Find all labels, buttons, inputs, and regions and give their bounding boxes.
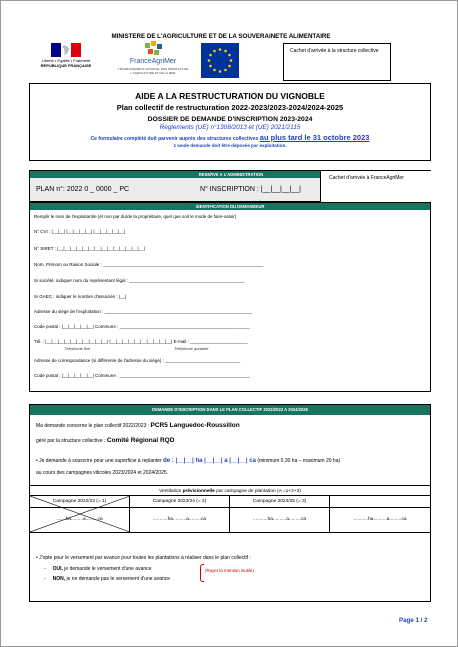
plan-collectif-line xyxy=(36,422,240,429)
eu-flag-icon xyxy=(201,43,239,78)
option-non-text: je ne demande pas le versement d'une avance xyxy=(66,576,171,582)
ventilation-header-bold: prévisionnelle xyxy=(182,489,215,494)
main-title: AIDE A LA RESTRUCTURATION DU VIGNOBLE xyxy=(135,91,325,101)
republique-francaise-logo xyxy=(33,43,99,81)
franceagrimer-leaf-icon xyxy=(145,41,163,57)
cachet-structure-box: Cachet d'arrivée à la structure collective xyxy=(283,43,391,81)
option-non-label: NON, xyxy=(52,576,66,582)
deadline-prefix: Ce formulaire complété doit parvenir auprès des structures collectives xyxy=(90,136,259,142)
nom-field[interactable]: Nom, Prénom ou Raison Sociale : ________________________________________________________________ xyxy=(34,262,264,267)
demande-band: DEMANDE D'INSCRIPTION DANS LE PLAN COLLECTIF 2022/2023 A 2024/2025 xyxy=(30,405,430,415)
demande-inscription-section xyxy=(29,404,431,602)
plan-collectif-value: PCR5 Languedoc-Roussillon xyxy=(150,422,240,429)
gaec-field[interactable]: Si GAEC : indiquer le nombre d'associés : |__| xyxy=(34,294,127,299)
cvi-field[interactable]: N° CVI : |__|__| |__|__|__|__| |__|__|__|__|__| xyxy=(34,229,126,234)
rf-motto: Liberté • Égalité • Fraternité xyxy=(41,58,91,63)
rf-name: RÉPUBLIQUE FRANÇAISE xyxy=(40,63,92,68)
representant-field[interactable]: Si société, indiquer nom du représentant légal : ______________________________________________ xyxy=(34,278,245,283)
identification-section xyxy=(29,202,431,392)
ventilation-col-3 xyxy=(230,496,330,533)
code-postal-commune-2-field[interactable]: Code postal : |__|__|__|__|__| Commune : ____________________________________________________ xyxy=(34,373,250,378)
superficie-prefix: • Je demande à souscrire pour une superficie à replanter xyxy=(36,458,162,464)
option-oui[interactable] xyxy=(44,566,151,572)
tel-fixe-label: Téléphone fixe xyxy=(64,346,91,351)
marianne-flag-icon xyxy=(51,43,81,57)
franceagrimer-name: FranceAgriMer xyxy=(129,58,177,65)
option-oui-label: OUI, xyxy=(52,566,63,572)
deadline-line xyxy=(30,133,430,142)
tel-portable-label: Téléphone portable xyxy=(174,346,209,351)
ventilation-col-1-header: Campagne 2022/23 (= 1) xyxy=(30,496,129,508)
title-block xyxy=(29,83,431,161)
dossier-title: DOSSIER DE DEMANDE D'INSCRIPTION 2023-2024 xyxy=(147,116,313,123)
exploitant-instruction: Remplir le nom de l'exploitant/e (et non par du/de la propriétaire, quel que soit le mode de faire-valoir) xyxy=(34,214,237,219)
page-number: Page 1 / 2 xyxy=(399,617,428,624)
reserve-band: RESERVE A L'ADMINISTRATION xyxy=(30,171,432,178)
ventilation-col-2-header: Campagne 2023/24 (= 2) xyxy=(130,496,229,508)
crossed-out-icon xyxy=(30,496,130,532)
ventilation-col-total-value[interactable]: ...........ha..........a.........ca xyxy=(353,517,407,522)
ventilation-col-2-value[interactable]: ...........ha..........a.........ca xyxy=(152,517,207,522)
adresse-siege-field[interactable]: Adresse du siège de l'exploitation : ___________________________________________________________ xyxy=(34,309,253,314)
rf-logo-text xyxy=(33,58,99,68)
ministry-name: MINISTERE DE L'AGRICULTURE ET DE LA SOUVERAINETE ALIMENTAIRE xyxy=(111,33,331,40)
single-request-note: 1 seule demande doit être déposée par exploitation. xyxy=(173,143,287,148)
cachet-franceagrimer-box: Cachet d'arrivée à FranceAgriMer xyxy=(320,171,432,203)
telephone-email-field[interactable]: Tél. : |__|__|__|__|__|__|__|__|__|__| |__|__|__|__|__|__|__|__|__|__| E-mail : _______________________ xyxy=(34,339,248,344)
superficie-limits: (minimum 0,30 ha – maximum 20 ha) xyxy=(257,458,341,464)
option-non[interactable] xyxy=(44,576,170,582)
deadline-date: au plus tard le 31 octobre 2023 xyxy=(259,133,370,142)
siret-field[interactable]: N° SIRET : |__|__|__|__|__|__|__|__|__|__|__|__|__|__| xyxy=(34,246,145,251)
plan-number[interactable]: PLAN n°: 2022 0 _ 0000 _ PC xyxy=(36,186,130,193)
superficie-fields[interactable]: de : |__|__| ha |__|__| a |__|__| ca xyxy=(163,458,256,464)
franceagrimer-logo xyxy=(117,41,189,81)
option-oui-text: je demande le versement d'une avance xyxy=(64,566,152,572)
code-postal-commune-field[interactable]: Code postal : |__|__|__|__|__| Commune : ____________________________________________________ xyxy=(34,324,250,329)
structure-prefix: géré par la structure collective : xyxy=(36,438,106,444)
ventilation-col-total-header xyxy=(330,496,430,508)
ventilation-header-suffix: par campagne de plantation (A =1+2+3) xyxy=(216,489,301,494)
franceagrimer-subtitle: L'ÉTABLISSEMENT NATIONAL DES PRODUITS DE L'AGRICULTURE ET DE LA MER xyxy=(117,67,189,75)
adresse-correspondance-field[interactable]: Adresse de correspondance (si différente de l'adresse du siège) : ______________________________ xyxy=(34,358,241,363)
ventilation-header-prefix: Ventilation xyxy=(159,489,182,494)
reglements: Règlements (UE) n°1308/2013 et (UE) 2021/2115 xyxy=(159,124,301,131)
ventilation-col-1-value[interactable]: .......ha.........a.........ca xyxy=(56,517,103,522)
plan-subtitle: Plan collectif de restructuration 2022-2023/2023-2024/2024-2025 xyxy=(116,103,344,112)
plan-collectif-prefix: Ma demande concerne le plan collectif 2022/2023 : xyxy=(36,423,150,429)
rayer-mention-note: (Rayer la mention inutile) xyxy=(205,568,254,573)
superficie-line xyxy=(36,458,340,464)
inscription-number[interactable]: N° INSCRIPTION : |__|__|__|__| xyxy=(200,186,301,193)
identification-band: IDENTIFICATION DU DEMANDEUR xyxy=(30,203,430,210)
dash-icon: - xyxy=(44,566,52,572)
ventilation-col-total xyxy=(330,496,430,533)
dash-icon: - xyxy=(44,576,52,582)
reserve-administration-section xyxy=(29,170,431,202)
ventilation-col-1 xyxy=(30,496,130,533)
structure-line xyxy=(36,437,174,444)
ventilation-col-3-header: Campagne 2024/25 (= 3) xyxy=(230,496,329,508)
avance-intro: • J'opte pour le versement par avance pour toutes les plantations à réaliser dans le plan collectif : xyxy=(36,555,251,561)
campagnes-line: au cours des campagnes viticoles 2023/2024 et 2024/2025. xyxy=(36,470,169,476)
ventilation-header xyxy=(30,485,430,496)
ventilation-col-3-value[interactable]: ...........ha..........a.........ca xyxy=(252,517,307,522)
structure-value: Comité Régional RQD xyxy=(106,437,175,444)
ventilation-col-2 xyxy=(130,496,230,533)
ventilation-table xyxy=(30,485,430,535)
brace-icon xyxy=(200,564,204,582)
